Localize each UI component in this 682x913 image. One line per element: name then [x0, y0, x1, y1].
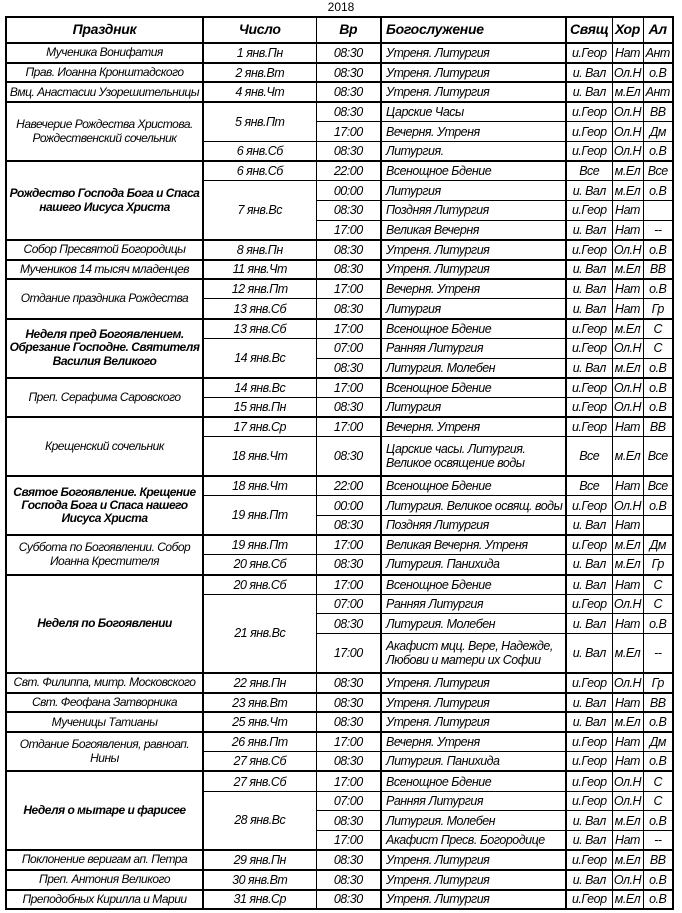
time-cell: 08:30: [316, 811, 381, 831]
priest-cell: и.Геор: [566, 496, 612, 516]
service-row: [6, 693, 673, 713]
holiday-cell: Святое Богоявление. Крещение Господа Бога и Спаса нашего Иисуса Христа: [6, 476, 203, 535]
priest-cell: Все: [566, 476, 612, 496]
priest-cell: и.Геор: [566, 141, 612, 161]
priest-cell: и. Вал: [566, 634, 612, 673]
choir-cell: Ол.Н: [612, 240, 643, 260]
time-cell: 08:30: [316, 240, 381, 260]
time-cell: 08:30: [316, 693, 381, 713]
header-cell-priest: Свящ: [566, 17, 612, 43]
time-cell: 17:00: [316, 220, 381, 240]
time-cell: 00:00: [316, 181, 381, 201]
priest-cell: и. Вал: [566, 299, 612, 319]
holiday-cell: Мученика Вонифатия: [6, 43, 203, 63]
priest-cell: и. Вал: [566, 831, 612, 851]
date-cell: 20 янв.Сб: [203, 555, 316, 575]
service-row: [6, 378, 673, 398]
time-cell: 07:00: [316, 594, 381, 614]
date-cell: 8 янв.Пн: [203, 240, 316, 260]
priest-cell: и. Вал: [566, 181, 612, 201]
choir-cell: м.Ел: [612, 634, 643, 673]
time-cell: 17:00: [316, 535, 381, 555]
service-cell: Акафист Пресв. Богородице: [381, 831, 566, 851]
choir-cell: Ол.Н: [612, 870, 643, 890]
choir-cell: Нат: [612, 575, 643, 595]
time-cell: 22:00: [316, 161, 381, 181]
service-cell: Поздняя Литургия: [381, 516, 566, 536]
priest-cell: и. Вал: [566, 220, 612, 240]
time-cell: 08:30: [316, 397, 381, 417]
date-cell: 17 янв.Ср: [203, 417, 316, 437]
priest-cell: и.Геор: [566, 43, 612, 63]
service-cell: Царские Часы: [381, 102, 566, 122]
service-row: [6, 240, 673, 260]
altar-cell: о.В: [643, 890, 673, 910]
priest-cell: и.Геор: [566, 594, 612, 614]
holiday-cell: Вмц. Анастасии Узорешительницы: [6, 82, 203, 102]
priest-cell: и.Геор: [566, 535, 612, 555]
service-cell: Утреня. Литургия: [381, 890, 566, 910]
altar-cell: Ант: [643, 82, 673, 102]
altar-cell: Ант: [643, 43, 673, 63]
priest-cell: и.Геор: [566, 673, 612, 693]
service-cell: Великая Вечерня. Утреня: [381, 535, 566, 555]
choir-cell: Нат: [612, 417, 643, 437]
choir-cell: м.Ел: [612, 358, 643, 378]
date-cell: 23 янв.Вт: [203, 693, 316, 713]
holiday-cell: Крещенский сочельник: [6, 417, 203, 476]
date-cell: 18 янв.Чт: [203, 476, 316, 496]
choir-cell: Ол.Н: [612, 338, 643, 358]
altar-cell: о.В: [643, 870, 673, 890]
time-cell: 08:30: [316, 673, 381, 693]
choir-cell: м.Ел: [612, 535, 643, 555]
altar-cell: --: [643, 831, 673, 851]
choir-cell: м.Ел: [612, 437, 643, 476]
service-cell: Литургия. Великое освящ. воды: [381, 496, 566, 516]
time-cell: 17:00: [316, 831, 381, 851]
altar-cell: о.В: [643, 752, 673, 772]
holiday-cell: Мучеников 14 тысяч младенцев: [6, 260, 203, 280]
choir-cell: Нат: [612, 693, 643, 713]
date-cell: 12 янв.Пт: [203, 279, 316, 299]
service-cell: Литургия: [381, 181, 566, 201]
choir-cell: м.Ел: [612, 712, 643, 732]
service-row: [6, 575, 673, 595]
date-cell: 4 янв.Чт: [203, 82, 316, 102]
date-cell: 13 янв.Сб: [203, 319, 316, 339]
choir-cell: Ол.Н: [612, 378, 643, 398]
service-cell: Всенощное Бдение: [381, 378, 566, 398]
date-cell: 22 янв.Пн: [203, 673, 316, 693]
altar-cell: о.В: [643, 712, 673, 732]
holiday-cell: Суббота по Богоявлении. Собор Иоанна Крестителя: [6, 535, 203, 574]
time-cell: 17:00: [316, 122, 381, 142]
service-cell: Литургия. Панихида: [381, 752, 566, 772]
holiday-cell: Отдание Богоявления, равноап. Нины: [6, 732, 203, 771]
choir-cell: Ол.Н: [612, 63, 643, 83]
service-cell: Утреня. Литургия: [381, 673, 566, 693]
date-cell: 27 янв.Сб: [203, 771, 316, 791]
date-cell: 29 янв.Пн: [203, 850, 316, 870]
service-cell: Утреня. Литургия: [381, 63, 566, 83]
schedule-table: [5, 16, 674, 910]
altar-cell: Гр: [643, 555, 673, 575]
date-cell: 1 янв.Пн: [203, 43, 316, 63]
time-cell: 07:00: [316, 791, 381, 811]
choir-cell: м.Ел: [612, 181, 643, 201]
priest-cell: и. Вал: [566, 358, 612, 378]
time-cell: 08:30: [316, 752, 381, 772]
date-cell: 26 янв.Пт: [203, 732, 316, 752]
service-row: [6, 82, 673, 102]
priest-cell: и. Вал: [566, 516, 612, 536]
service-cell: Литургия: [381, 299, 566, 319]
time-cell: 08:30: [316, 260, 381, 280]
service-cell: Утреня. Литургия: [381, 870, 566, 890]
altar-cell: С: [643, 575, 673, 595]
choir-cell: Нат: [612, 43, 643, 63]
service-cell: Утреня. Литургия: [381, 712, 566, 732]
service-row: [6, 870, 673, 890]
holiday-cell: Собор Пресвятой Богородицы: [6, 240, 203, 260]
choir-cell: Ол.Н: [612, 122, 643, 142]
service-row: [6, 850, 673, 870]
priest-cell: Все: [566, 161, 612, 181]
date-cell: 13 янв.Сб: [203, 299, 316, 319]
time-cell: 08:30: [316, 141, 381, 161]
service-cell: Поздняя Литургия: [381, 201, 566, 221]
priest-cell: и.Геор: [566, 201, 612, 221]
choir-cell: Нат: [612, 220, 643, 240]
service-cell: Вечерня. Утреня: [381, 122, 566, 142]
service-cell: Ранняя Литургия: [381, 338, 566, 358]
service-cell: Утреня. Литургия: [381, 260, 566, 280]
priest-cell: и. Вал: [566, 693, 612, 713]
date-cell: 21 янв.Вс: [203, 594, 316, 673]
choir-cell: Ол.Н: [612, 673, 643, 693]
time-cell: 17:00: [316, 319, 381, 339]
service-cell: Литургия. Панихида: [381, 555, 566, 575]
priest-cell: Все: [566, 437, 612, 476]
service-cell: Всенощное Бдение: [381, 771, 566, 791]
priest-cell: и. Вал: [566, 870, 612, 890]
altar-cell: о.В: [643, 63, 673, 83]
choir-cell: Ол.Н: [612, 791, 643, 811]
choir-cell: Нат: [612, 732, 643, 752]
priest-cell: и. Вал: [566, 279, 612, 299]
date-cell: 2 янв.Вт: [203, 63, 316, 83]
priest-cell: и.Геор: [566, 397, 612, 417]
choir-cell: Ол.Н: [612, 594, 643, 614]
time-cell: 22:00: [316, 476, 381, 496]
time-cell: 08:30: [316, 201, 381, 221]
altar-cell: о.В: [643, 240, 673, 260]
service-cell: Ранняя Литургия: [381, 594, 566, 614]
time-cell: 17:00: [316, 378, 381, 398]
altar-cell: С: [643, 319, 673, 339]
priest-cell: и.Геор: [566, 752, 612, 772]
choir-cell: м.Ел: [612, 82, 643, 102]
service-cell: Литургия: [381, 397, 566, 417]
choir-cell: м.Ел: [612, 260, 643, 280]
choir-cell: Нат: [612, 279, 643, 299]
choir-cell: Ол.Н: [612, 397, 643, 417]
time-cell: 08:30: [316, 43, 381, 63]
time-cell: 08:30: [316, 82, 381, 102]
priest-cell: и.Геор: [566, 417, 612, 437]
choir-cell: м.Ел: [612, 850, 643, 870]
service-cell: Всенощное Бдение: [381, 476, 566, 496]
date-cell: 6 янв.Сб: [203, 161, 316, 181]
holiday-cell: Преподобных Кирилла и Марии: [6, 890, 203, 910]
date-cell: 5 янв.Пт: [203, 102, 316, 141]
priest-cell: и.Геор: [566, 850, 612, 870]
priest-cell: и.Геор: [566, 771, 612, 791]
priest-cell: и.Геор: [566, 791, 612, 811]
service-cell: Великая Вечерня: [381, 220, 566, 240]
date-cell: 7 янв.Вс: [203, 181, 316, 240]
date-cell: 11 янв.Чт: [203, 260, 316, 280]
choir-cell: м.Ел: [612, 890, 643, 910]
time-cell: 08:30: [316, 63, 381, 83]
altar-cell: С: [643, 791, 673, 811]
altar-cell: Гр: [643, 673, 673, 693]
header-cell-holiday: Праздник: [6, 17, 203, 43]
altar-cell: ВВ: [643, 260, 673, 280]
header-row: [6, 17, 673, 43]
service-cell: Всенощное Бдение: [381, 161, 566, 181]
service-cell: Литургия. Молебен: [381, 811, 566, 831]
holiday-cell: Мученицы Татианы: [6, 712, 203, 732]
holiday-cell: Неделя о мытаре и фарисее: [6, 771, 203, 850]
date-cell: 28 янв.Вс: [203, 791, 316, 850]
priest-cell: и. Вал: [566, 260, 612, 280]
altar-cell: о.В: [643, 496, 673, 516]
date-cell: 19 янв.Пт: [203, 496, 316, 535]
priest-cell: и.Геор: [566, 319, 612, 339]
altar-cell: Гр: [643, 299, 673, 319]
priest-cell: и. Вал: [566, 712, 612, 732]
altar-cell: о.В: [643, 614, 673, 634]
altar-cell: о.В: [643, 811, 673, 831]
choir-cell: м.Ел: [612, 811, 643, 831]
choir-cell: м.Ел: [612, 555, 643, 575]
priest-cell: и. Вал: [566, 614, 612, 634]
service-cell: Акафист мцц. Вере, Надежде, Любови и матери их Софии: [381, 634, 566, 673]
altar-cell: о.В: [643, 358, 673, 378]
time-cell: 08:30: [316, 299, 381, 319]
service-row: [6, 535, 673, 555]
choir-cell: Нат: [612, 201, 643, 221]
service-row: [6, 417, 673, 437]
service-row: [6, 732, 673, 752]
date-cell: 18 янв.Чт: [203, 437, 316, 476]
altar-cell: --: [643, 220, 673, 240]
header-cell-choir: Хор: [612, 17, 643, 43]
date-cell: 20 янв.Сб: [203, 575, 316, 595]
service-cell: Утреня. Литургия: [381, 82, 566, 102]
altar-cell: о.В: [643, 397, 673, 417]
priest-cell: и.Геор: [566, 732, 612, 752]
service-row: [6, 673, 673, 693]
service-cell: Всенощное Бдение: [381, 319, 566, 339]
altar-cell: о.В: [643, 181, 673, 201]
altar-cell: Дм: [643, 732, 673, 752]
priest-cell: и. Вал: [566, 63, 612, 83]
date-cell: 6 янв.Сб: [203, 141, 316, 161]
choir-cell: Нат: [612, 299, 643, 319]
service-row: [6, 43, 673, 63]
service-cell: Царские часы. Литургия. Великое освящение воды: [381, 437, 566, 476]
date-cell: 30 янв.Вт: [203, 870, 316, 890]
priest-cell: и.Геор: [566, 338, 612, 358]
altar-cell: о.В: [643, 279, 673, 299]
header-cell-date: Число: [203, 17, 316, 43]
service-row: [6, 161, 673, 181]
service-cell: Вечерня. Утреня: [381, 417, 566, 437]
choir-cell: м.Ел: [612, 161, 643, 181]
priest-cell: и. Вал: [566, 575, 612, 595]
priest-cell: и.Геор: [566, 240, 612, 260]
service-row: [6, 476, 673, 496]
holiday-cell: Неделя по Богоявлении: [6, 575, 203, 673]
choir-cell: Нат: [612, 516, 643, 536]
altar-cell: Дм: [643, 535, 673, 555]
holiday-cell: Неделя пред Богоявлением. Обрезание Господне. Святителя Василия Великого: [6, 319, 203, 378]
time-cell: 00:00: [316, 496, 381, 516]
choir-cell: Нат: [612, 831, 643, 851]
date-cell: 14 янв.Вс: [203, 378, 316, 398]
altar-cell: --: [643, 634, 673, 673]
time-cell: 08:30: [316, 614, 381, 634]
choir-cell: Нат: [612, 752, 643, 772]
time-cell: 07:00: [316, 338, 381, 358]
header-cell-service: Богослужение: [381, 17, 566, 43]
altar-cell: Дм: [643, 122, 673, 142]
altar-cell: о.В: [643, 141, 673, 161]
choir-cell: Ол.Н: [612, 496, 643, 516]
time-cell: 08:30: [316, 555, 381, 575]
altar-cell: ВВ: [643, 850, 673, 870]
header-cell-altar: Ал: [643, 17, 673, 43]
time-cell: 17:00: [316, 279, 381, 299]
date-cell: 27 янв.Сб: [203, 752, 316, 772]
altar-cell: Все: [643, 161, 673, 181]
altar-cell: С: [643, 338, 673, 358]
holiday-cell: Свт. Феофана Затворника: [6, 693, 203, 713]
time-cell: 08:30: [316, 890, 381, 910]
date-cell: 19 янв.Пт: [203, 535, 316, 555]
holiday-cell: Поклонение веригам ап. Петра: [6, 850, 203, 870]
altar-cell: [643, 516, 673, 536]
header-cell-time: Вр: [316, 17, 381, 43]
time-cell: 08:30: [316, 102, 381, 122]
holiday-cell: Рождество Господа Бога и Спаса нашего Иисуса Христа: [6, 161, 203, 240]
holiday-cell: Прав. Иоанна Кронштадского: [6, 63, 203, 83]
date-cell: 31 янв.Ср: [203, 890, 316, 910]
priest-cell: и.Геор: [566, 102, 612, 122]
service-cell: Утреня. Литургия: [381, 43, 566, 63]
choir-cell: Нат: [612, 476, 643, 496]
service-cell: Утреня. Литургия: [381, 693, 566, 713]
date-cell: 25 янв.Чт: [203, 712, 316, 732]
priest-cell: и.Геор: [566, 890, 612, 910]
service-row: [6, 771, 673, 791]
service-cell: Вечерня. Утреня: [381, 732, 566, 752]
time-cell: 08:30: [316, 712, 381, 732]
date-cell: 15 янв.Пн: [203, 397, 316, 417]
time-cell: 08:30: [316, 516, 381, 536]
service-row: [6, 319, 673, 339]
service-cell: Литургия. Молебен: [381, 614, 566, 634]
holiday-cell: Отдание праздника Рождества: [6, 279, 203, 318]
service-row: [6, 712, 673, 732]
altar-cell: [643, 201, 673, 221]
time-cell: 08:30: [316, 437, 381, 476]
priest-cell: и.Геор: [566, 378, 612, 398]
choir-cell: Ол.Н: [612, 102, 643, 122]
choir-cell: Нат: [612, 614, 643, 634]
altar-cell: С: [643, 594, 673, 614]
service-cell: Литургия. Молебен: [381, 358, 566, 378]
time-cell: 17:00: [316, 634, 381, 673]
priest-cell: и. Вал: [566, 555, 612, 575]
priest-cell: и.Геор: [566, 122, 612, 142]
service-row: [6, 260, 673, 280]
altar-cell: ВВ: [643, 417, 673, 437]
holiday-cell: Свт. Филиппа, митр. Московского: [6, 673, 203, 693]
priest-cell: и. Вал: [566, 811, 612, 831]
altar-cell: Все: [643, 437, 673, 476]
choir-cell: Ол.Н: [612, 141, 643, 161]
time-cell: 17:00: [316, 732, 381, 752]
choir-cell: м.Ел: [612, 319, 643, 339]
service-cell: Вечерня. Утреня: [381, 279, 566, 299]
time-cell: 08:30: [316, 850, 381, 870]
date-cell: 14 янв.Вс: [203, 338, 316, 377]
service-cell: Всенощное Бдение: [381, 575, 566, 595]
service-row: [6, 102, 673, 122]
service-cell: Утреня. Литургия: [381, 240, 566, 260]
year-title: 2018: [327, 0, 355, 14]
service-cell: Ранняя Литургия: [381, 791, 566, 811]
time-cell: 08:30: [316, 870, 381, 890]
altar-cell: С: [643, 771, 673, 791]
altar-cell: ВВ: [643, 693, 673, 713]
time-cell: 17:00: [316, 575, 381, 595]
holiday-cell: Преп. Серафима Саровского: [6, 378, 203, 417]
service-row: [6, 63, 673, 83]
service-cell: Литургия.: [381, 141, 566, 161]
choir-cell: Ол.Н: [612, 771, 643, 791]
schedule-body: [6, 43, 673, 909]
time-cell: 08:30: [316, 358, 381, 378]
priest-cell: и. Вал: [566, 82, 612, 102]
time-cell: 17:00: [316, 771, 381, 791]
altar-cell: о.В: [643, 378, 673, 398]
service-row: [6, 890, 673, 910]
altar-cell: ВВ: [643, 102, 673, 122]
time-cell: 17:00: [316, 417, 381, 437]
service-cell: Утреня. Литургия: [381, 850, 566, 870]
holiday-cell: Навечерие Рождества Христова. Рождественский сочельник: [6, 102, 203, 161]
altar-cell: Все: [643, 476, 673, 496]
service-row: [6, 279, 673, 299]
holiday-cell: Преп. Антония Великого: [6, 870, 203, 890]
